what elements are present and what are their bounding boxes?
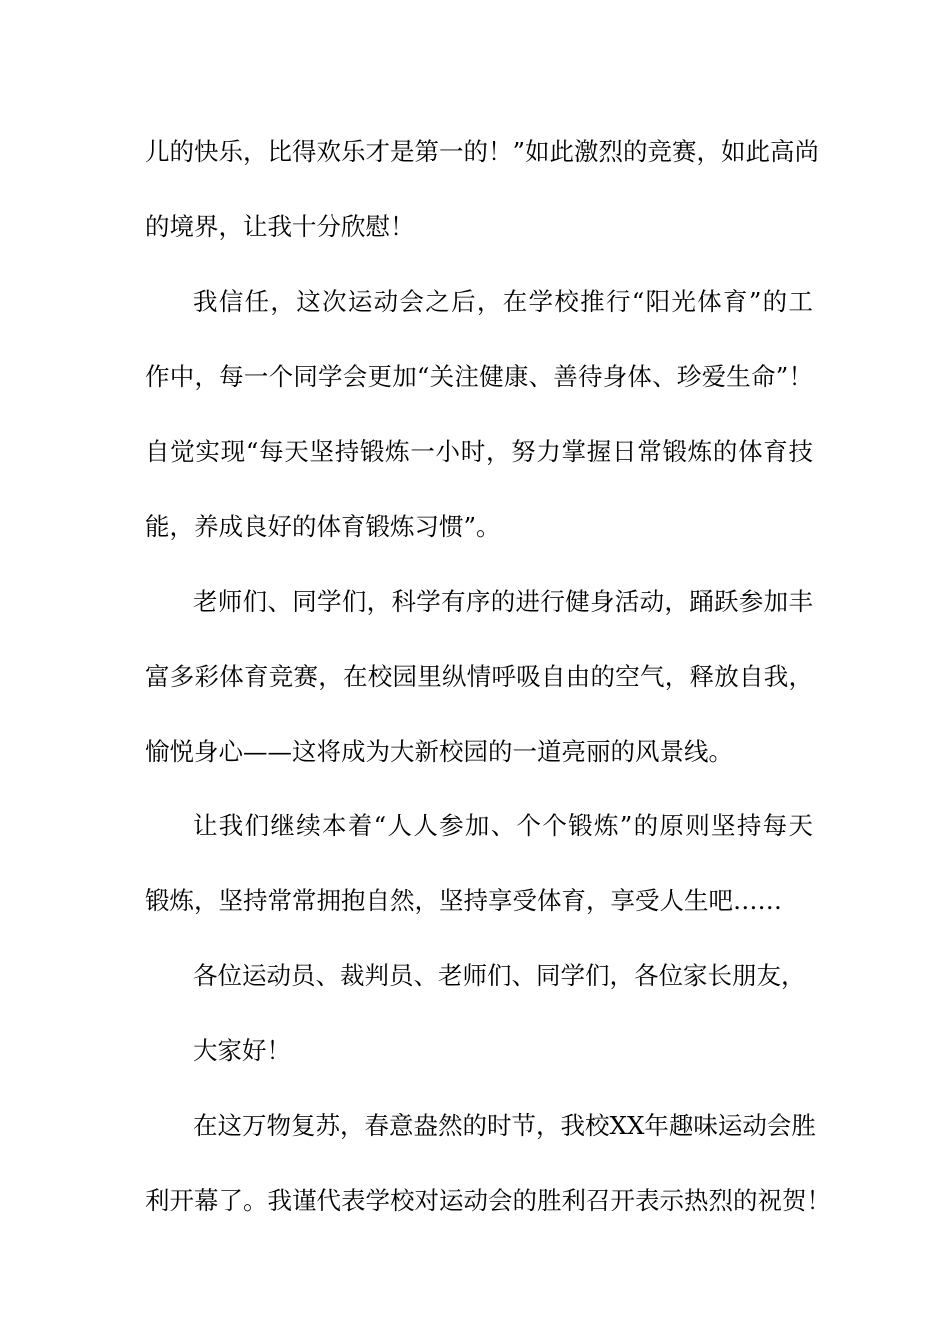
text-line: 利开幕了。我谨代表学校对运动会的胜利召开表示热烈的祝贺！	[145, 1186, 831, 1215]
text-line: 自觉实现“每天坚持锻炼一小时，努力掌握日常锻炼的体育技	[145, 437, 813, 466]
text-line: 愉悦身心——这将成为大新校园的一道亮丽的风景线。	[145, 737, 733, 766]
paragraph-first-line: 我信任，这次运动会之后，在学校推行“阳光体育”的工	[193, 287, 813, 316]
paragraph-first-line: 大家好！	[193, 1036, 291, 1065]
text-line: 锻炼，坚持常常拥抱自然，坚持享受体育，享受人生吧……	[145, 886, 782, 915]
text-line: 能，养成良好的体育锻炼习惯”。	[145, 512, 501, 541]
text-line: 作中，每一个同学会更加“关注健康、善待身体、珍爱生命”！	[145, 362, 813, 391]
paragraph-first-line: 让我们继续本着“人人参加、个个锻炼”的原则坚持每天	[193, 811, 813, 840]
text-line: 儿的快乐，比得欢乐才是第一的！”如此激烈的竞赛，如此高尚	[145, 137, 820, 166]
paragraph-first-line: 老师们、同学们，科学有序的进行健身活动，踊跃参加丰	[193, 587, 813, 616]
text-line: 的境界，让我十分欣慰！	[145, 212, 415, 241]
text-line: 富多彩体育竞赛，在校园里纵情呼吸自由的空气，释放自我，	[145, 662, 813, 691]
paragraph-first-line: 在这万物复苏，春意盎然的时节，我校XX年趣味运动会胜	[193, 1111, 816, 1140]
paragraph-first-line: 各位运动员、裁判员、老师们、同学们，各位家长朋友，	[193, 961, 806, 990]
